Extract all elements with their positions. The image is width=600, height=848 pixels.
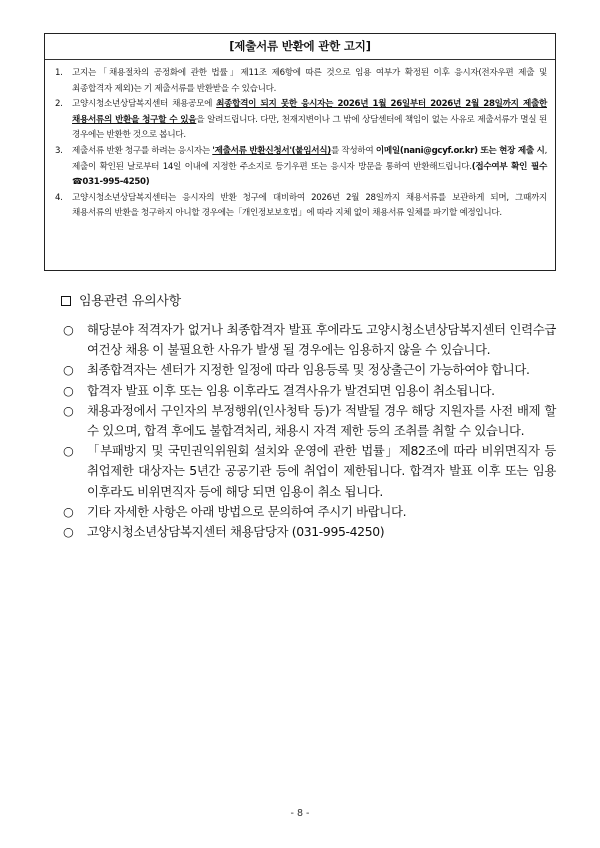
notice-item-text: 최종합격이 되지 못한 응시자는 2026년 1월 26일부터 2026년 2월 28일까지 제출한 채용서류의 반환을 청구할 수 있음 bbox=[72, 99, 547, 125]
notice-item bbox=[53, 97, 547, 144]
precaution-text: 채용과정에서 구인자의 부정행위(인사청탁 등)가 적발될 경우 해당 지원자를 사전 배제 할 수 있으며, 합격 후에도 불합격처리, 채용시 자격 제한 등의 조취를 취할 수 있습니다. bbox=[87, 402, 556, 439]
precaution-item bbox=[61, 360, 556, 380]
notice-item-text: 이메일(nani@gcyf.or.kr) 또는 현장 제출 시 bbox=[375, 145, 545, 156]
circle-bullet-icon: ○ bbox=[63, 362, 74, 378]
section-heading-text: 임용관련 유의사항 bbox=[79, 294, 181, 309]
notice-item-number: 4. bbox=[55, 192, 63, 203]
notice-item-text: , 제출이 확인된 날로부터 14일 이내에 지정한 주소지로 등기우편 또는 응시자 방문을 통하여 반환해드립니다. bbox=[72, 145, 547, 172]
notice-item-text: 를 작성하여 bbox=[330, 145, 376, 156]
precaution-item bbox=[61, 381, 556, 401]
notice-item-number: 3. bbox=[55, 145, 63, 156]
section-heading bbox=[61, 293, 181, 311]
precaution-text: 해당분야 적격자가 없거나 최종합격자 발표 후에라도 고양시청소년상담복지센터 인력수급 여건상 채용 이 불필요한 사유가 발생 될 경우에는 임용하지 않을 수 있습니다. bbox=[87, 322, 556, 358]
notice-item-text: 고지는「채용절차의 공정화에 관한 법률」제11조 제6항에 따른 것으로 임용 여부가 확정된 이후 응시자(전자우편 제출 및 최종합격자 제외)는 기 제출서류를 반환받을 수 있습니다. bbox=[72, 68, 547, 94]
circle-bullet-icon: ○ bbox=[63, 443, 74, 459]
circle-bullet-icon: ○ bbox=[63, 402, 74, 418]
page-number: - 8 - bbox=[290, 808, 310, 819]
circle-bullet-icon: ○ bbox=[63, 322, 74, 337]
notice-item-text: 제출서류 반환 청구를 하려는 응시자는 bbox=[72, 145, 213, 156]
circle-bullet-icon: ○ bbox=[63, 382, 74, 398]
notice-title: [제출서류 반환에 관한 고지] bbox=[229, 39, 371, 53]
notice-item-text: '제출서류 반환신청서'(붙임서식) bbox=[212, 145, 331, 156]
notice-item-text: 고양시청소년상담복지센터 채용공모에 bbox=[72, 99, 217, 110]
precaution-item bbox=[61, 502, 556, 522]
notice-item bbox=[53, 191, 547, 222]
precaution-text: 합격자 발표 이후 또는 임용 이후라도 결격사유가 발견되면 임용이 취소됩니다. bbox=[87, 382, 495, 398]
notice-item-number: 2. bbox=[55, 99, 63, 110]
notice-divider bbox=[45, 59, 555, 60]
square-bullet-icon bbox=[61, 296, 71, 306]
precaution-item bbox=[61, 401, 556, 441]
precaution-text: 최종합격자는 센터가 지정한 일정에 따라 임용등록 및 정상출근이 가능하여야 합니다. bbox=[87, 362, 530, 378]
precaution-text: 기타 자세한 사항은 아래 방법으로 문의하여 주시기 바랍니다. bbox=[87, 503, 407, 519]
notice-item-number: 1. bbox=[55, 68, 63, 78]
return-notice-box bbox=[44, 33, 556, 271]
precaution-text: 「부패방지 및 국민권익위원회 설치와 운영에 관한 법률」제82조에 따라 비위면직자 등 취업제한 대상자는 5년간 공공기관 등에 취업이 제한됩니다. 합격자 발표 이후 또는 임용 이후라도 비위면직자 등에 해당 되면 임용이 취소 됩니다. bbox=[87, 443, 556, 499]
notice-item bbox=[53, 66, 547, 97]
precautions-list bbox=[61, 320, 556, 542]
precaution-item bbox=[61, 320, 556, 360]
precaution-text: 고양시청소년상담복지센터 채용담당자 (031-995-4250) bbox=[87, 524, 385, 540]
precaution-item bbox=[61, 522, 556, 542]
precaution-item bbox=[61, 441, 556, 502]
notice-item-text: 을 알려드립니다. 다만, 천재지변이나 그 밖에 상담센터에 책임이 없는 사유로 제출서류가 멸실 된 경우에는 반환한 것으로 봅니다. bbox=[72, 114, 548, 141]
notice-item bbox=[53, 144, 547, 191]
notice-item-text: (접수여부 확인 필수 ☎031-995-4250) bbox=[72, 161, 547, 188]
circle-bullet-icon: ○ bbox=[63, 503, 74, 519]
notice-list bbox=[53, 66, 547, 222]
circle-bullet-icon: ○ bbox=[63, 524, 74, 540]
notice-item-text: 고양시청소년상담복지센터는 응시자의 반환 청구에 대비하여 2026년 2월 28일까지 채용서류를 보관하게 되며, 그때까지 채용서류의 반환을 청구하지 아니할 경우에는「개인정보보호법」에 따라 지체 없이 채용서류 일체를 파기할 예정입니다. bbox=[72, 192, 547, 219]
